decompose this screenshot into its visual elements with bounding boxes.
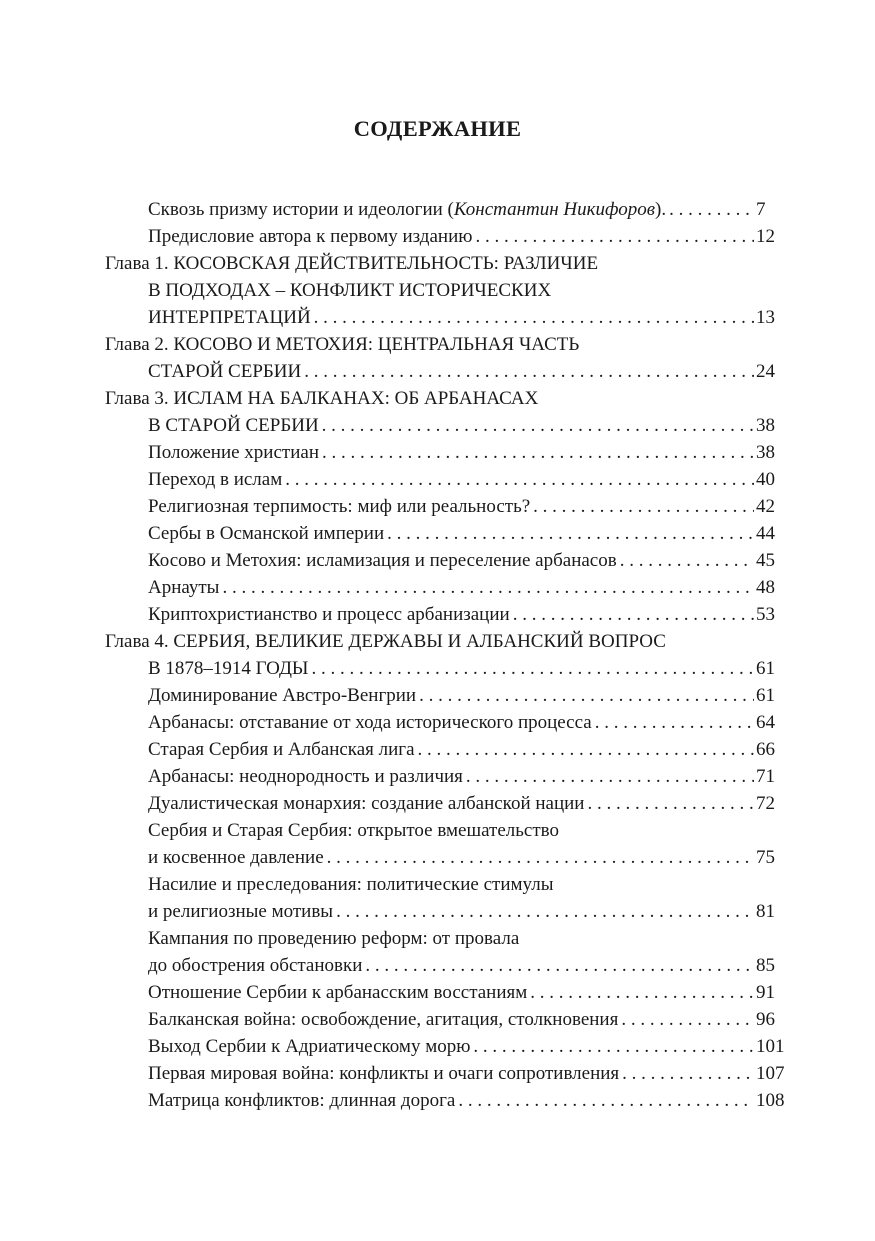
page-number: 44 — [756, 523, 775, 544]
page-number: 40 — [756, 469, 775, 490]
table-of-contents — [0, 196, 875, 1114]
dot-leader — [475, 223, 754, 250]
toc-entry-title: Криптохристианство и процесс арбанизации — [148, 601, 513, 628]
page-number: 108 — [756, 1090, 785, 1111]
toc-entry[interactable] — [0, 790, 875, 817]
toc-entry-title: Выход Сербии к Адриатическому морю — [148, 1033, 473, 1060]
toc-entry-title: Арнауты — [148, 574, 222, 601]
toc-entry-title: Балканская война: освобождение, агитация, столкновения — [148, 1006, 621, 1033]
page-number: 66 — [756, 739, 775, 760]
page-number: 101 — [756, 1036, 785, 1057]
toc-entry-line — [148, 520, 775, 547]
toc-entry-title: Арбанасы: неоднородность и различия — [148, 763, 466, 790]
toc-entry-line — [148, 493, 775, 520]
dot-leader — [314, 304, 754, 331]
toc-entry-line — [148, 871, 875, 898]
toc-entry-title-continued: СТАРОЙ СЕРБИИ — [148, 358, 304, 385]
toc-entry-title: Старая Сербия и Албанская лига — [148, 736, 418, 763]
toc-entry-title-continued: ИНТЕРПРЕТАЦИЙ — [148, 304, 314, 331]
dot-leader — [285, 466, 754, 493]
toc-entry-line — [148, 844, 775, 871]
page-number: 72 — [756, 793, 775, 814]
dot-leader — [530, 979, 754, 1006]
toc-entry-line — [148, 574, 775, 601]
toc-entry-line — [148, 1006, 775, 1033]
dot-leader — [466, 763, 754, 790]
page-number: 107 — [756, 1063, 785, 1084]
page-number: 38 — [756, 442, 775, 463]
dot-leader — [595, 709, 754, 736]
toc-entry-title: Религиозная терпимость: миф или реальность? — [148, 493, 533, 520]
toc-entry-title: Переход в ислам — [148, 466, 285, 493]
toc-entry-line — [105, 331, 875, 358]
toc-entry-line — [148, 304, 775, 331]
toc-entry-line — [148, 601, 775, 628]
toc-entry-line — [148, 979, 775, 1006]
toc-entry-title: Глава 1. КОСОВСКАЯ ДЕЙСТВИТЕЛЬНОСТЬ: РАЗЛИЧИЕ — [105, 253, 599, 274]
toc-entry-title-continued: и религиозные мотивы — [148, 898, 336, 925]
toc-entry[interactable] — [0, 520, 875, 547]
page-number: 13 — [756, 307, 775, 328]
toc-entry-line — [148, 817, 875, 844]
toc-entry-title: Первая мировая война: конфликты и очаги сопротивления — [148, 1060, 622, 1087]
dot-leader — [533, 493, 754, 520]
toc-entry[interactable] — [0, 817, 875, 871]
dot-leader — [322, 439, 754, 466]
toc-entry[interactable] — [0, 250, 875, 331]
toc-entry-line — [105, 250, 875, 277]
dot-leader — [327, 844, 754, 871]
dot-leader — [336, 898, 754, 925]
toc-entry-title: Глава 2. КОСОВО И МЕТОХИЯ: ЦЕНТРАЛЬНАЯ ЧАСТЬ — [105, 334, 580, 355]
toc-entry-line — [105, 628, 875, 655]
page-number: 61 — [756, 685, 775, 706]
toc-entry-line — [148, 466, 775, 493]
toc-entry[interactable] — [0, 979, 875, 1006]
dot-leader — [473, 1033, 754, 1060]
toc-entry[interactable] — [0, 439, 875, 466]
toc-entry-title: Сербия и Старая Сербия: открытое вмешательство — [148, 820, 559, 841]
toc-entry[interactable] — [0, 925, 875, 979]
toc-entry-title: Арбанасы: отставание от хода исторического процесса — [148, 709, 595, 736]
page-number: 81 — [756, 901, 775, 922]
toc-entry[interactable] — [0, 763, 875, 790]
toc-entry-title: Сербы в Османской империи — [148, 520, 387, 547]
toc-entry-line — [148, 277, 875, 304]
toc-entry-line — [148, 952, 775, 979]
dot-leader — [669, 196, 754, 223]
toc-entry-line — [148, 358, 775, 385]
toc-entry[interactable] — [0, 1087, 875, 1114]
toc-entry-title-continued: В ПОДХОДАХ – КОНФЛИКТ ИСТОРИЧЕСКИХ — [148, 280, 552, 301]
dot-leader — [622, 1060, 754, 1087]
dot-leader — [365, 952, 754, 979]
toc-entry[interactable] — [0, 196, 875, 223]
toc-entry-line — [148, 412, 775, 439]
page-number: 42 — [756, 496, 775, 517]
toc-entry-line — [148, 655, 775, 682]
toc-entry[interactable] — [0, 574, 875, 601]
toc-entry-title-continued: В 1878–1914 ГОДЫ — [148, 655, 312, 682]
toc-entry[interactable] — [0, 1060, 875, 1087]
toc-entry-title-continued: и косвенное давление — [148, 844, 327, 871]
toc-entry[interactable] — [0, 1033, 875, 1060]
toc-entry-title: Косово и Метохия: исламизация и переселение арбанасов — [148, 547, 620, 574]
page-number: 12 — [756, 226, 775, 247]
toc-entry-line — [148, 790, 775, 817]
toc-entry-title: Дуалистическая монархия: создание албанской нации — [148, 790, 587, 817]
toc-entry-line — [148, 736, 775, 763]
toc-entry[interactable] — [0, 1006, 875, 1033]
toc-entry[interactable] — [0, 547, 875, 574]
toc-entry-line — [148, 1087, 785, 1114]
dot-leader — [513, 601, 754, 628]
page-number: 85 — [756, 955, 775, 976]
page-number: 91 — [756, 982, 775, 1003]
page-number: 61 — [756, 658, 775, 679]
toc-entry-title: Положение христиан — [148, 439, 322, 466]
dot-leader — [587, 790, 754, 817]
page-number: 45 — [756, 550, 775, 571]
page-number: 7 — [756, 199, 766, 220]
toc-entry-line — [148, 709, 775, 736]
toc-entry-title: Глава 3. ИСЛАМ НА БАЛКАНАХ: ОБ АРБАНАСАХ — [105, 388, 539, 409]
page-number: 53 — [756, 604, 775, 625]
toc-entry[interactable] — [0, 223, 875, 250]
dot-leader — [322, 412, 754, 439]
toc-entry-line — [148, 898, 775, 925]
toc-entry[interactable] — [0, 466, 875, 493]
page-title: СОДЕРЖАНИЕ — [353, 116, 522, 141]
toc-entry-line — [148, 1060, 785, 1087]
dot-leader — [387, 520, 754, 547]
toc-entry-line — [148, 547, 775, 574]
toc-entry-title: Кампания по проведению реформ: от провала — [148, 928, 520, 949]
toc-entry[interactable] — [0, 628, 875, 682]
toc-entry-title: Насилие и преследования: политические стимулы — [148, 874, 554, 895]
toc-entry-title: Доминирование Австро-Венгрии — [148, 682, 419, 709]
toc-entry-title: Матрица конфликтов: длинная дорога — [148, 1087, 458, 1114]
page-number: 96 — [756, 1009, 775, 1030]
toc-entry-title-continued: до обострения обстановки — [148, 952, 365, 979]
toc-entry-title: Глава 4. СЕРБИЯ, ВЕЛИКИЕ ДЕРЖАВЫ И АЛБАНСКИЙ ВОПРОС — [105, 631, 666, 652]
toc-entry-title: Предисловие автора к первому изданию — [148, 223, 475, 250]
dot-leader — [458, 1087, 754, 1114]
page-number: 64 — [756, 712, 775, 733]
dot-leader — [419, 682, 754, 709]
toc-entry-title: Сквозь призму истории и идеологии (Константин Никифоров). — [148, 196, 669, 223]
author-name: Константин Никифоров — [453, 199, 655, 220]
toc-entry-line — [148, 439, 775, 466]
dot-leader — [620, 547, 754, 574]
toc-entry-line — [105, 385, 875, 412]
page-number: 71 — [756, 766, 775, 787]
toc-entry-title-continued: В СТАРОЙ СЕРБИИ — [148, 412, 322, 439]
toc-entry[interactable] — [0, 385, 875, 439]
page-number: 75 — [756, 847, 775, 868]
toc-entry-line — [148, 682, 775, 709]
toc-entry[interactable] — [0, 682, 875, 709]
toc-entry[interactable] — [0, 736, 875, 763]
toc-entry-line — [148, 925, 875, 952]
page-number: 24 — [756, 361, 775, 382]
toc-entry-title: Отношение Сербии к арбанасским восстаниям — [148, 979, 530, 1006]
toc-entry[interactable] — [0, 709, 875, 736]
dot-leader — [621, 1006, 754, 1033]
toc-entry[interactable] — [0, 493, 875, 520]
toc-entry[interactable] — [0, 601, 875, 628]
toc-entry[interactable] — [0, 331, 875, 385]
dot-leader — [304, 358, 754, 385]
page-number: 38 — [756, 415, 775, 436]
dot-leader — [312, 655, 755, 682]
toc-entry-line — [148, 1033, 785, 1060]
toc-entry-line — [148, 763, 775, 790]
toc-entry-line — [148, 223, 775, 250]
toc-entry[interactable] — [0, 871, 875, 925]
dot-leader — [418, 736, 754, 763]
page-number: 48 — [756, 577, 775, 598]
dot-leader — [222, 574, 754, 601]
toc-entry-line — [148, 196, 766, 223]
